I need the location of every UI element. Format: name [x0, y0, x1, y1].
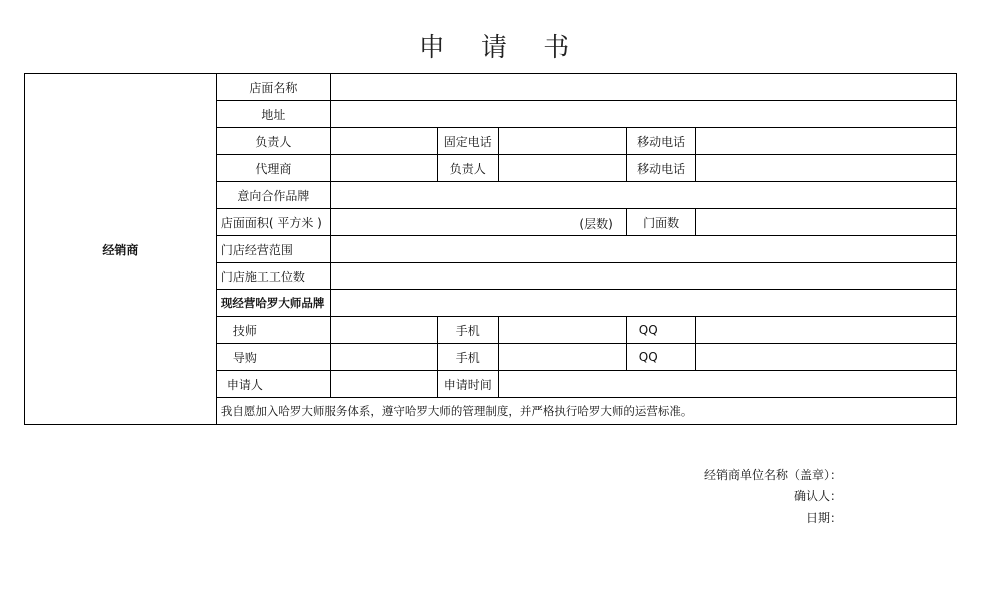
agent-field[interactable] [330, 155, 437, 182]
dealer-unit-name-label: 经销商单位名称（盖章）： [703, 468, 842, 482]
guide-field[interactable] [330, 344, 437, 371]
guide-phone-field[interactable] [498, 344, 626, 371]
doors-field[interactable] [696, 209, 957, 236]
guide-qq-field[interactable] [696, 344, 957, 371]
scope-field[interactable] [330, 236, 956, 263]
tech-qq-label: QQ [626, 317, 696, 344]
manager-label: 负责人 [216, 128, 330, 155]
mobile-label: 移动电话 [626, 128, 696, 155]
guide-label: 导购 [216, 344, 330, 371]
guide-phone-label: 手机 [437, 344, 498, 371]
application-form [24, 73, 957, 525]
store-name-label: 店面名称 [216, 74, 330, 101]
apply-time-field[interactable] [498, 371, 956, 398]
doors-label: 门面数 [626, 209, 696, 236]
area-label: 店面面积( 平方米 ) [216, 209, 330, 236]
declaration-section [216, 398, 956, 525]
tech-label: 技师 [216, 317, 330, 344]
scope-label: 门店经营范围 [216, 236, 330, 263]
declaration-text: 我自愿加入哈罗大师服务体系，遵守哈罗大师的管理制度，并严格执行哈罗大师的运营标准。 [220, 404, 693, 418]
apply-time-label: 申请时间 [437, 371, 498, 398]
stations-label: 门店施工工位数 [216, 263, 330, 290]
mobile-field[interactable] [696, 128, 957, 155]
tech-field[interactable] [330, 317, 437, 344]
address-label: 地址 [216, 101, 330, 128]
agent-mobile-field[interactable] [696, 155, 957, 182]
fixed-phone-label: 固定电话 [437, 128, 498, 155]
guide-qq-label: QQ [626, 344, 696, 371]
address-field[interactable] [330, 101, 956, 128]
manager-field[interactable] [330, 128, 437, 155]
agent-label: 代理商 [216, 155, 330, 182]
floors-label: (层数) [579, 217, 613, 231]
store-name-field[interactable] [330, 74, 956, 101]
date-label: 日期： [805, 511, 842, 525]
tech-phone-label: 手机 [437, 317, 498, 344]
applicant-field[interactable] [330, 371, 437, 398]
area-field[interactable] [330, 209, 626, 236]
brand-label: 意向合作品牌 [216, 182, 330, 209]
dealer-label: 经销商 [25, 74, 217, 425]
brand-field[interactable] [330, 182, 956, 209]
agent-manager-label: 负责人 [437, 155, 498, 182]
page-title: 申 请 书 [418, 33, 584, 63]
current-brand-label: 现经营哈罗大师品牌 [216, 290, 330, 317]
confirmer-label: 确认人： [793, 489, 842, 503]
tech-qq-field[interactable] [696, 317, 957, 344]
tech-phone-field[interactable] [498, 317, 626, 344]
applicant-label: 申请人 [216, 371, 330, 398]
current-brand-field[interactable] [330, 290, 956, 317]
agent-mobile-label: 移动电话 [626, 155, 696, 182]
fixed-phone-field[interactable] [498, 128, 626, 155]
agent-manager-field[interactable] [498, 155, 626, 182]
stations-field[interactable] [330, 263, 956, 290]
